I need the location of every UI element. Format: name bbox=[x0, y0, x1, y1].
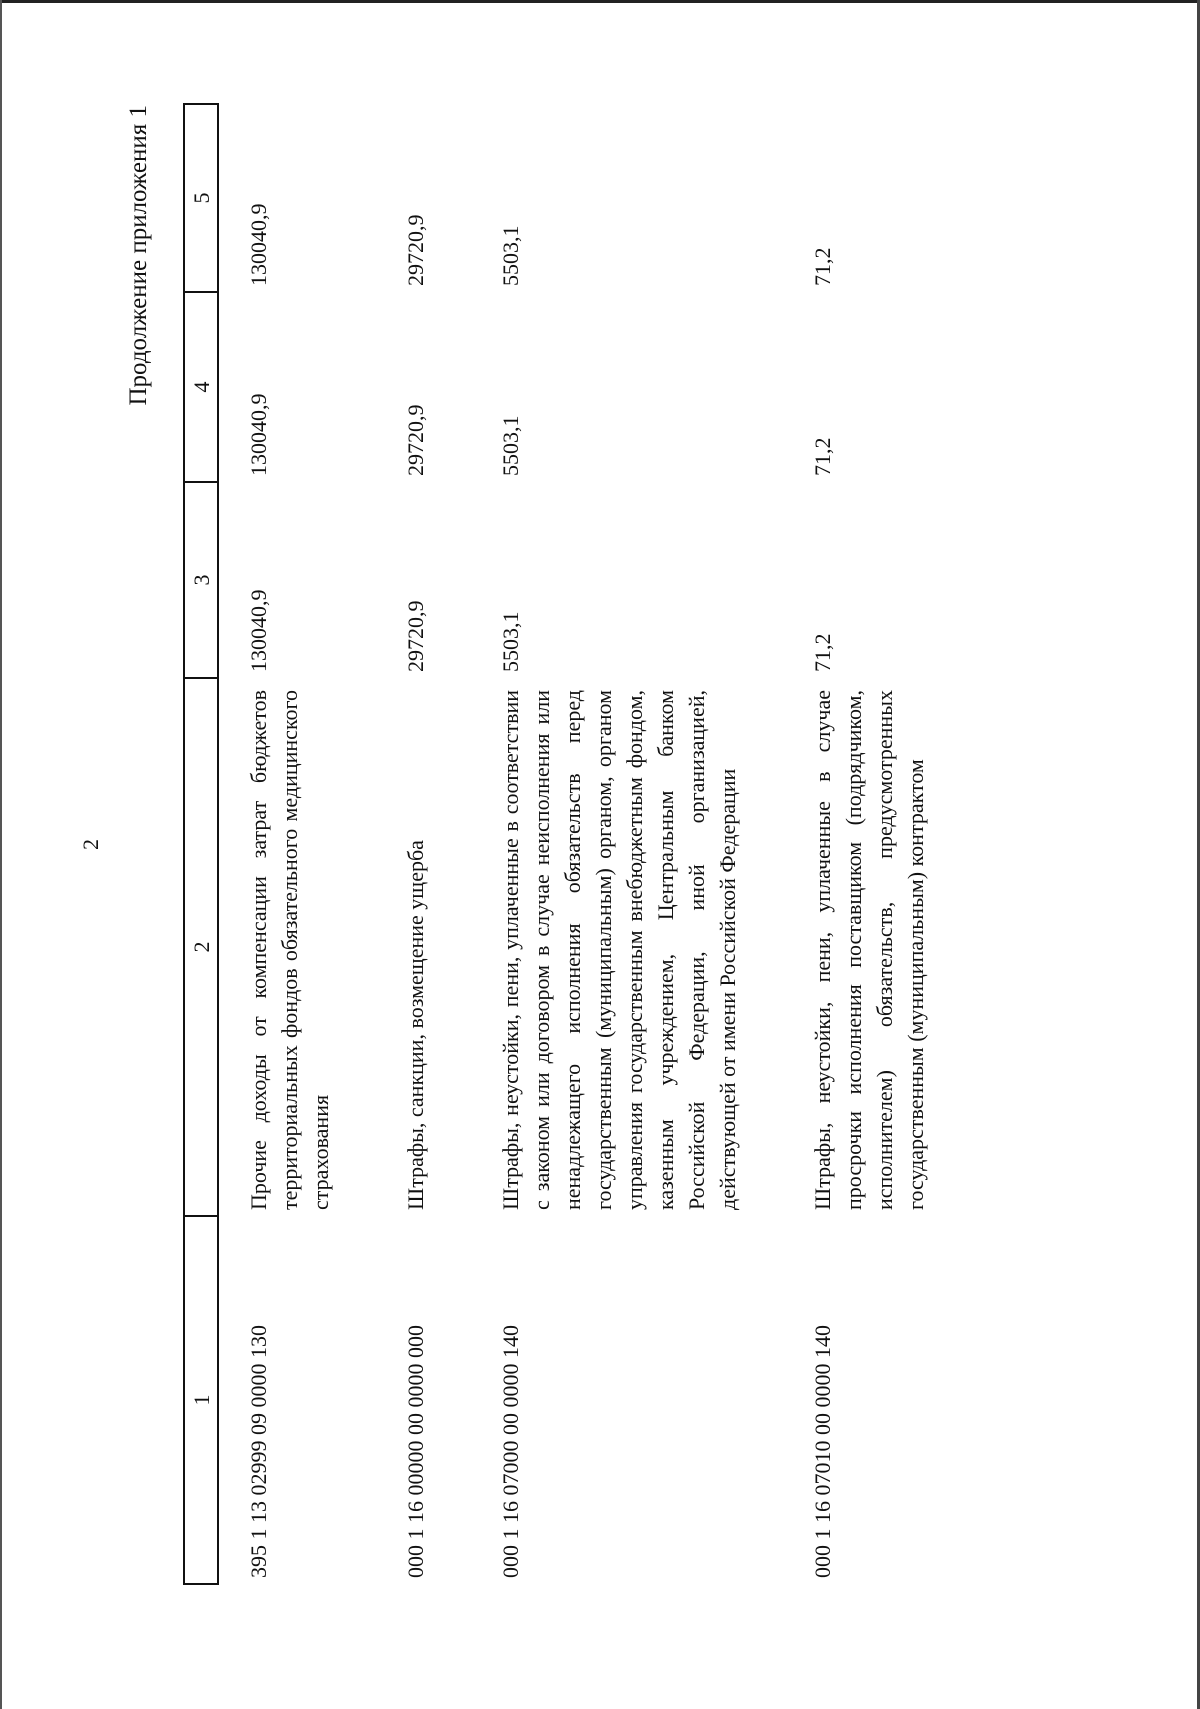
table-header-row bbox=[184, 104, 218, 1584]
value-col-4: 29720,9 bbox=[403, 404, 428, 476]
budget-code: 395 1 13 02999 09 0000 130 bbox=[246, 1325, 271, 1578]
value-col-3: 29720,9 bbox=[403, 600, 428, 672]
table-row bbox=[783, 104, 971, 1584]
column-header: 3 bbox=[184, 482, 218, 678]
revenue-name: Штрафы, санкции, возмещение ущерба bbox=[403, 840, 428, 1210]
value-col-3: 71,2 bbox=[810, 633, 835, 672]
value-col-5: 29720,9 bbox=[403, 214, 428, 286]
scan-edge-left bbox=[0, 0, 2, 1709]
page-number: 2 bbox=[78, 839, 103, 850]
value-col-4: 130040,9 bbox=[246, 393, 271, 476]
value-col-5: 71,2 bbox=[810, 247, 835, 286]
value-col-5: 130040,9 bbox=[246, 203, 271, 286]
column-header: 1 bbox=[184, 1216, 218, 1584]
table-row bbox=[376, 104, 471, 1584]
rotated-content bbox=[125, 105, 1025, 1585]
table-row bbox=[471, 104, 783, 1584]
value-col-3: 5503,1 bbox=[498, 611, 523, 672]
revenue-name: Штрафы, неустойки, пени, уплаченные в случае просрочки исполнения поставщиком (подрядчиком, исполнителем) обязательств, предусмотренных государственным (муниципальным) контрактом bbox=[810, 690, 928, 1210]
value-col-3: 130040,9 bbox=[246, 589, 271, 672]
budget-code: 000 1 16 00000 00 0000 000 bbox=[403, 1325, 428, 1578]
scan-edge-top bbox=[0, 0, 1200, 3]
budget-code: 000 1 16 07000 00 0000 140 bbox=[498, 1325, 523, 1578]
value-col-4: 71,2 bbox=[810, 437, 835, 476]
column-header: 2 bbox=[184, 678, 218, 1216]
value-col-5: 5503,1 bbox=[498, 225, 523, 286]
revenue-name: Прочие доходы от компенсации затрат бюджетов территориальных фондов обязательного медицинского страхования bbox=[246, 690, 333, 1210]
revenue-name: Штрафы, неустойки, пени, уплаченные в соответствии с законом или договором в случае неисполнения или ненадлежащего исполнения обязательств перед государственным (муниципальным) органом, органом управления государственным внебюджетным фондом, казенным учреждением, Центральным банком Российской Федерации, иной организацией, действующей от имени Российской Федерации bbox=[498, 690, 740, 1210]
column-header: 5 bbox=[184, 104, 218, 292]
value-col-4: 5503,1 bbox=[498, 415, 523, 476]
budget-code: 000 1 16 07010 00 0000 140 bbox=[810, 1325, 835, 1578]
appendix-heading: Продолжение приложения 1 bbox=[125, 105, 152, 406]
column-header: 4 bbox=[184, 292, 218, 482]
revenue-table bbox=[183, 103, 971, 1585]
table-row bbox=[218, 104, 376, 1584]
